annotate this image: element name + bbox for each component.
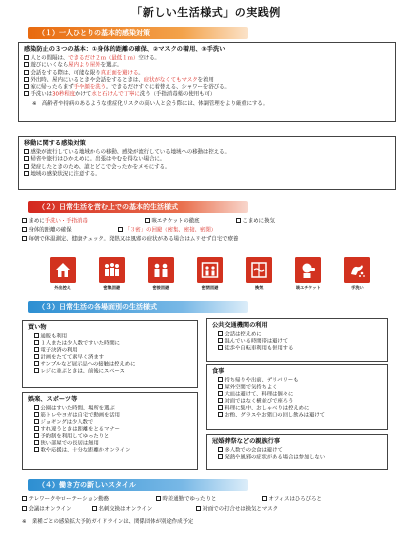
checkbox-icon (218, 412, 223, 417)
pictogram-handwash: 手洗い (335, 257, 380, 297)
list-item: お酌、グラスやお猪口の回し飲みは避けて (212, 412, 382, 419)
list-item: 通販も利用 (28, 333, 192, 340)
checkbox-icon (34, 405, 39, 410)
checkbox-icon (34, 412, 39, 417)
cough-etiquette-icon (295, 257, 321, 283)
ventilation-icon (246, 257, 272, 283)
pictogram-close-contact: 密接回避 (138, 257, 183, 297)
list-item: オフィスはひろびろと (262, 496, 322, 503)
page-title: 「新しい生活様式」の実践例 (131, 6, 281, 19)
list-item: 外出時、屋内にいるときや会話をするときは、症状がなくてもマスクを着用 (24, 77, 390, 84)
list-item: 時差通勤でゆったりと (156, 496, 216, 503)
checkbox-icon (24, 156, 29, 161)
checkbox-icon (22, 227, 27, 232)
list-item: レジに並ぶときは、前後にスペース (28, 368, 192, 375)
checkbox-icon (34, 361, 39, 366)
checkbox-icon (34, 368, 39, 373)
pictogram-cough-etiquette: 咳エチケット (286, 257, 331, 297)
list-item: 毎朝で体温測定、健康チェック。発熱又は風邪の症状がある場合はムリせず自宅で療養 (22, 236, 238, 243)
checkbox-icon (34, 440, 39, 445)
list-item: 感染が流行している地域からの移動、感染が流行している地域への移動は控える。 (24, 149, 390, 156)
list-item: 予約制を利用してゆったりと (28, 433, 192, 440)
list-item: 電子決済の利用 (28, 347, 192, 354)
list-item: 多人数での会食は避けて (212, 447, 382, 454)
meal-title: 食事 (212, 368, 225, 375)
pictogram-crowd: 密集回避 (89, 257, 134, 297)
list-item: 会話は控えめに (212, 331, 382, 338)
checkbox-icon (22, 506, 27, 511)
list-item: 歌や応援は、十分な距離かオンライン (28, 447, 192, 454)
basic-infection-control-box (18, 42, 396, 122)
shopping-box (22, 320, 198, 388)
list-item: 身体的距離の確保 (22, 227, 72, 234)
pictogram-ventilation: 換気 (237, 257, 282, 297)
list-item: サンプルなど展示品への接触は控えめに (28, 361, 192, 368)
checkbox-icon (218, 384, 223, 389)
checkbox-icon (156, 496, 161, 501)
list-item: 人との間隔は、できるだけ２ｍ（最低１ｍ）空ける。 (24, 55, 390, 62)
list-item: ジョギングは少人数で (28, 419, 192, 426)
checkbox-icon (218, 331, 223, 336)
checkbox-icon (22, 218, 27, 223)
leisure-sports-title: 娯楽、スポーツ等 (28, 396, 78, 403)
list-item: 会話をする際は、可能な限り真正面を避ける。 (24, 70, 390, 77)
list-item: 計画をたてて素早く済ます (28, 354, 192, 361)
checkbox-icon (218, 454, 223, 459)
section-3-heading: （３）日常生活の各場面別の生活様式 (28, 301, 248, 313)
list-item: 持ち帰りや出前、デリバリーも (212, 377, 382, 384)
list-item: 筋トレやヨガは自宅で動画を活用 (28, 412, 192, 419)
pictogram-row (40, 257, 380, 297)
checkbox-icon (24, 55, 29, 60)
pictogram-closed-space: 密閉回避 (187, 257, 232, 297)
list-item: 屋外空間で気持ちよく (212, 384, 382, 391)
list-item: こまめに換気 (236, 218, 275, 225)
section-1-heading: （１）一人ひとりの基本的感染対策 (28, 27, 248, 39)
checkbox-icon (196, 506, 201, 511)
pictogram-outing: 外出控え (40, 257, 85, 297)
list-item: 地域の感染状況に注意する。 (24, 171, 390, 178)
list-item: 会議はオンライン (22, 506, 71, 513)
list-item: 手洗いは30秒程度かけて水と石けんで丁寧に洗う（手指消毒薬の使用も可） (24, 91, 390, 98)
checkbox-icon (218, 405, 223, 410)
checkbox-icon (34, 447, 39, 452)
checkbox-icon (34, 419, 39, 424)
list-item: 大皿は避けて、料理は個々に (212, 391, 382, 398)
checkbox-icon (34, 426, 39, 431)
movement-control-box (18, 136, 396, 190)
checkbox-icon (22, 496, 27, 501)
checkbox-icon (34, 354, 39, 359)
list-item: 発熱や風邪の症状がある場合は参加しない (212, 454, 382, 461)
list-item: 家に帰ったらまず手や顔を洗う。できるだけすぐに着替える、シャワーを浴びる。 (24, 84, 390, 91)
section-2-heading: （２）日常生活を営む上での基本的生活様式 (28, 201, 248, 213)
list-item: まめに手洗い・手指消毒 (22, 218, 88, 225)
leisure-sports-box (22, 392, 198, 470)
checkbox-icon (118, 227, 123, 232)
list-item: 発症したときのため、誰とどこで会ったかをメモにする。 (24, 164, 390, 171)
crowd-icon (99, 257, 125, 283)
high-risk-note: ※ 高齢者や持病のあるような重症化リスクの高い人と会う際には、体調管理をより厳重にする。 (32, 101, 269, 108)
checkbox-icon (92, 506, 97, 511)
ceremonial-events-title: 冠婚葬祭などの親族行事 (212, 438, 281, 445)
list-item: 狭い部屋での長居は無用 (28, 440, 192, 447)
checkbox-icon (24, 62, 29, 67)
shopping-title: 買い物 (28, 324, 47, 331)
checkbox-icon (218, 338, 223, 343)
checkbox-icon (218, 447, 223, 452)
list-item: 混んでいる時間帯は避けて (212, 338, 382, 345)
list-item: 対面での打合せは換気とマスク (196, 506, 278, 513)
public-transit-title: 公共交通機関の利用 (212, 322, 268, 329)
checkbox-icon (24, 84, 29, 89)
closed-space-icon (197, 257, 223, 283)
checkbox-icon (236, 218, 241, 223)
checkbox-icon (22, 236, 27, 241)
checkbox-icon (34, 333, 39, 338)
checkbox-icon (218, 391, 223, 396)
movement-control-title: 移動に関する感染対策 (24, 140, 86, 147)
checkbox-icon (24, 77, 29, 82)
handwash-icon (344, 257, 370, 283)
close-contact-icon (148, 257, 174, 283)
basic-three-rules-title: 感染防止の３つの基本：①身体的距離の確保、②マスクの着用、③手洗い (24, 46, 226, 53)
list-item: 対面ではなく横並びで座ろう (212, 398, 382, 405)
checkbox-icon (218, 345, 223, 350)
list-item: 名刺交換はオンライン (92, 506, 152, 513)
list-item: １人または少人数ですいた時間に (28, 340, 192, 347)
checkbox-icon (218, 377, 223, 382)
list-item: 公園はすいた時間、場所を選ぶ (28, 405, 192, 412)
checkbox-icon (262, 496, 267, 501)
list-item: 料理に集中、おしゃべりは控えめに (212, 405, 382, 412)
list-item: テレワークやローテーション勤務 (22, 496, 109, 503)
list-item: 「３密」の回避（密集、密接、密閉） (118, 227, 216, 234)
checkbox-icon (218, 398, 223, 403)
public-transit-box (206, 318, 388, 362)
checkbox-icon (24, 171, 29, 176)
checkbox-icon (34, 340, 39, 345)
list-item: すれ違うときは距離をとるマナー (28, 426, 192, 433)
checkbox-icon (34, 347, 39, 352)
checkbox-icon (145, 218, 150, 223)
checkbox-icon (24, 149, 29, 154)
checkbox-icon (24, 91, 29, 96)
section-4-heading: （４）働き方の新しいスタイル (28, 479, 248, 491)
list-item: 咳エチケットの徹底 (145, 218, 200, 225)
list-item: 遊びにいくなら屋内より屋外を選ぶ。 (24, 62, 390, 69)
checkbox-icon (34, 433, 39, 438)
checkbox-icon (24, 70, 29, 75)
ceremonial-events-box (206, 434, 388, 470)
list-item: 徒歩や自転車利用も併用する (212, 345, 382, 352)
checkbox-icon (24, 164, 29, 169)
footer-note: ※ 業種ごとの感染拡大予防ガイドラインは、関係団体が別途作成予定 (22, 519, 194, 525)
house-icon (50, 257, 76, 283)
list-item: 帰省や旅行はひかえめに。出張はやむを得ない場合に。 (24, 156, 390, 163)
meal-box (206, 364, 388, 430)
